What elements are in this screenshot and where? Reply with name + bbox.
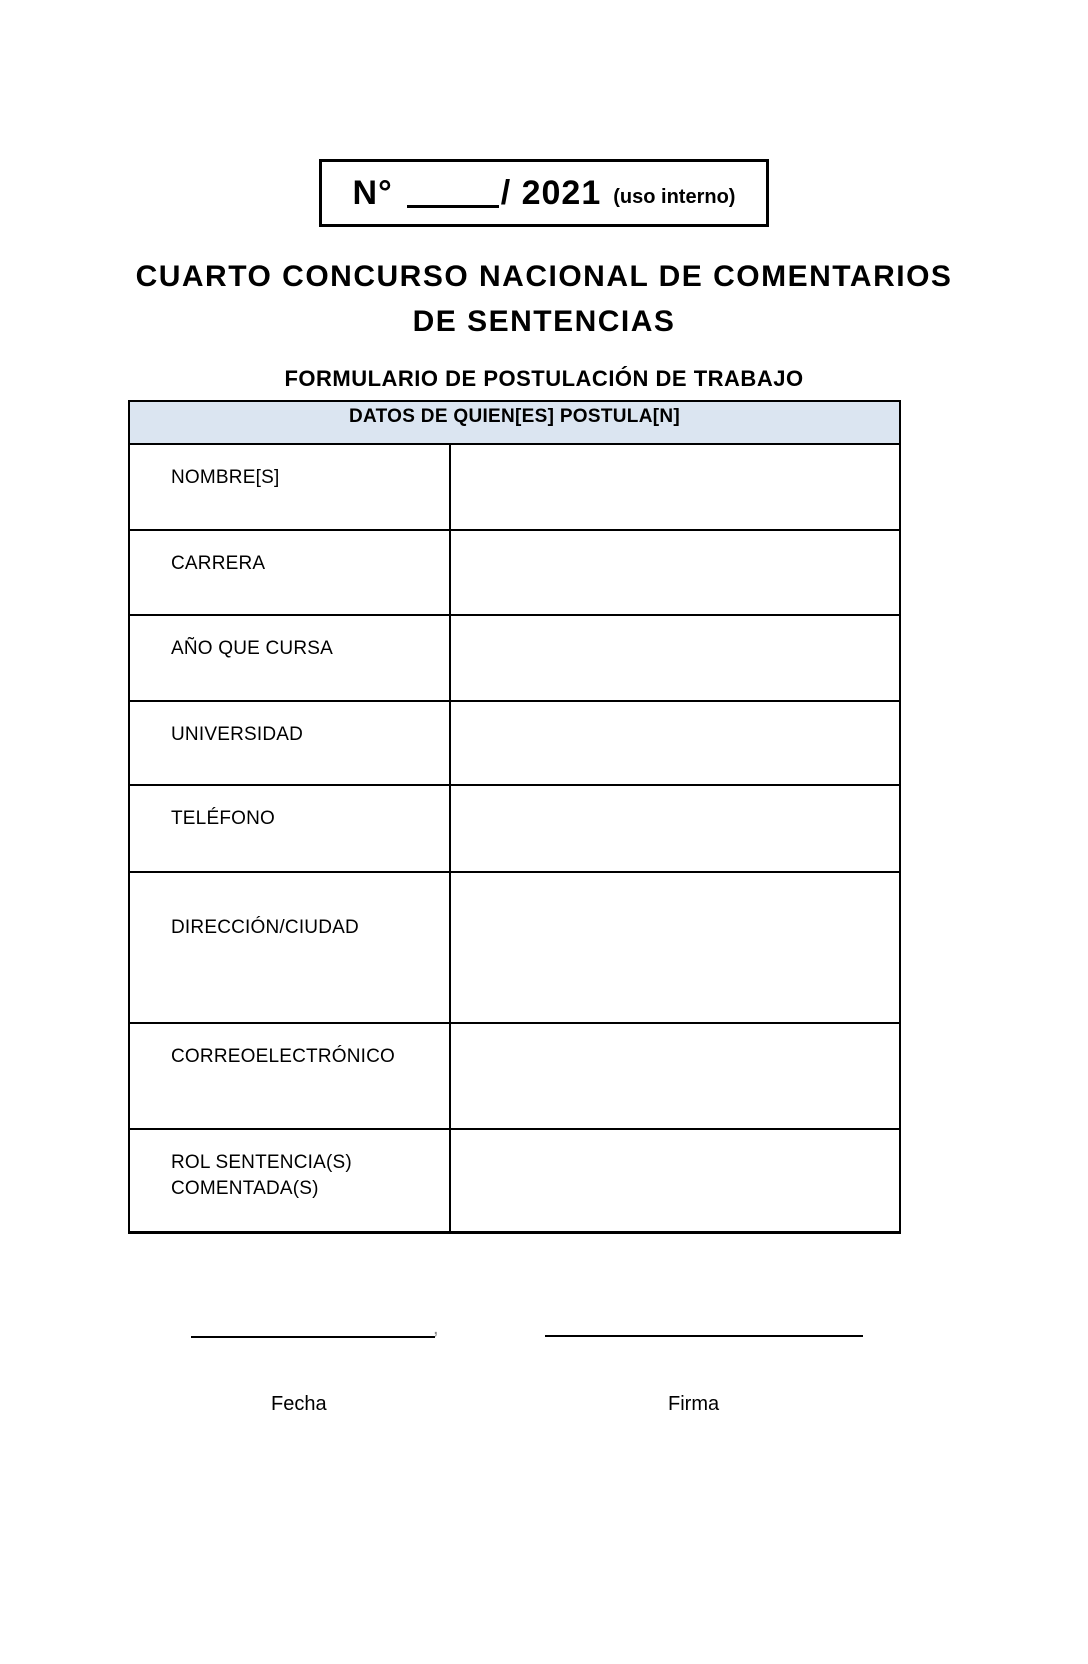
input-cell-universidad[interactable]: [451, 702, 899, 784]
table-row: [130, 445, 899, 531]
table-header: DATOS DE QUIEN[ES] POSTULA[N]: [130, 402, 899, 445]
row-label-nombres: NOMBRE[S]: [130, 445, 451, 529]
numero-year: / 2021: [500, 174, 602, 212]
page-title-line2: DE SENTENCIAS: [412, 305, 676, 338]
firma-label: Firma: [668, 1393, 720, 1415]
page-title-line1: CUARTO CONCURSO NACIONAL DE COMENTARIOS: [135, 260, 953, 293]
table-row: [130, 616, 899, 702]
numero-blank-line: [407, 205, 499, 208]
form-table: [128, 400, 901, 1234]
date-signature-line: [191, 1336, 435, 1338]
numero-note: (uso interno): [613, 186, 736, 208]
input-cell-direccion-ciudad[interactable]: [451, 873, 899, 1022]
row-label-carrera: CARRERA: [130, 531, 451, 614]
table-row: [130, 1130, 899, 1231]
input-cell-correo-electronico[interactable]: [451, 1024, 899, 1128]
page-title: [0, 254, 1088, 344]
row-label-direccion-ciudad: DIRECCIÓN/CIUDAD: [130, 873, 451, 1022]
input-cell-nombres[interactable]: [451, 445, 899, 529]
firma-signature-line: [545, 1335, 863, 1337]
input-cell-carrera[interactable]: [451, 531, 899, 614]
row-label-telefono: TELÉFONO: [130, 786, 451, 871]
table-row: [130, 531, 899, 616]
date-label: Fecha: [271, 1393, 327, 1415]
table-row: [130, 702, 899, 786]
row-label-correo-electronico: CORREOELECTRÓNICO: [130, 1024, 451, 1128]
input-cell-rol-sentencia[interactable]: [451, 1130, 899, 1231]
input-cell-telefono[interactable]: [451, 786, 899, 871]
row-label-universidad: UNIVERSIDAD: [130, 702, 451, 784]
signature-separator: ,: [433, 1317, 439, 1339]
table-row: [130, 1024, 899, 1130]
numero-box-content: [353, 176, 736, 210]
row-label-ano-que-cursa: AÑO QUE CURSA: [130, 616, 451, 700]
input-cell-ano-que-cursa[interactable]: [451, 616, 899, 700]
table-row: [130, 786, 899, 873]
page-subtitle: FORMULARIO DE POSTULACIÓN DE TRABAJO: [284, 366, 804, 391]
row-label-rol-sentencia: ROL SENTENCIA(S) COMENTADA(S): [130, 1130, 451, 1231]
numero-box: [319, 159, 769, 227]
numero-prefix: N°: [352, 174, 393, 212]
table-row: [130, 873, 899, 1024]
